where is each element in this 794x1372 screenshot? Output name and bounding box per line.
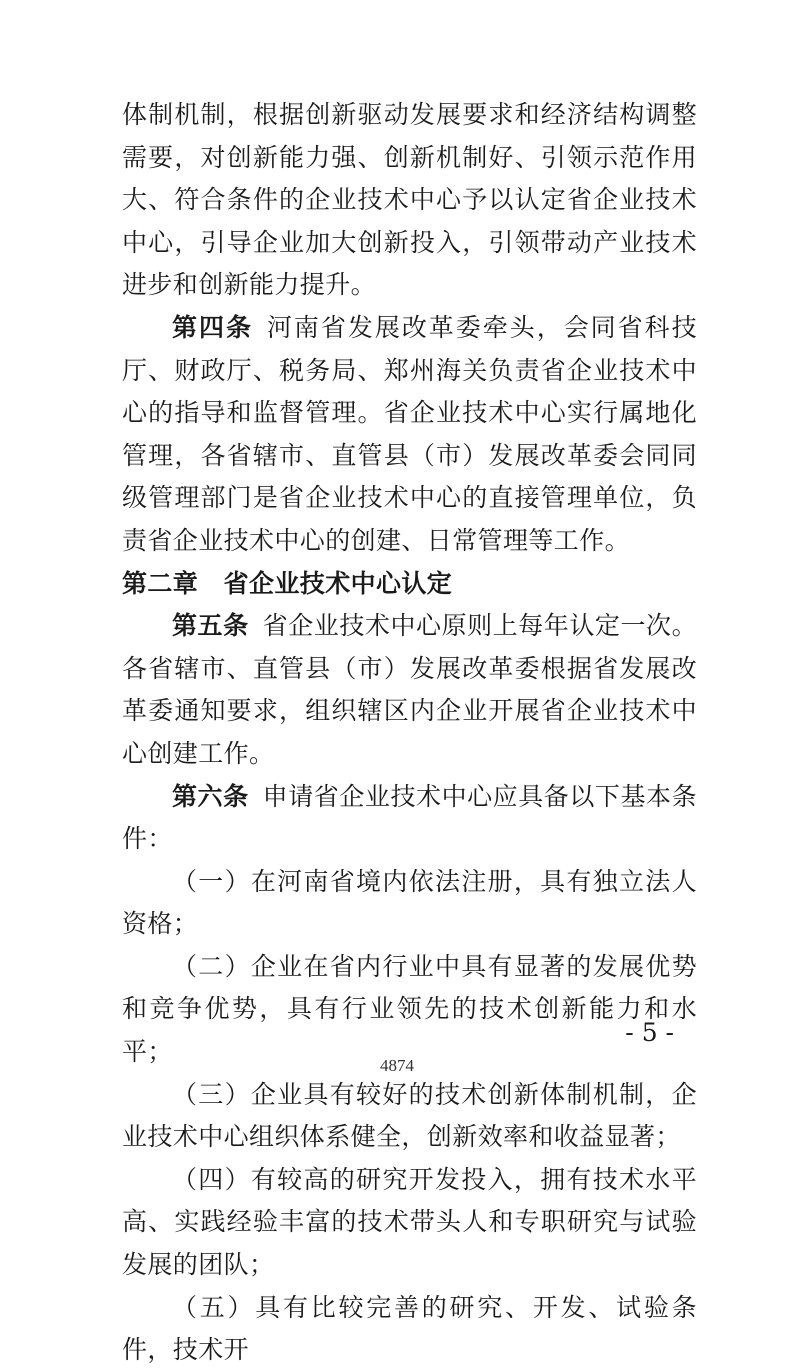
stamp-number: 4874 xyxy=(380,1056,414,1075)
article-5-text: 省企业技术中心原则上每年认定一次。各省辖市、直管县（市）发展改革委根据省发展改革委通知要求，组织辖区内企业开展省企业技术中心创建工作。 xyxy=(122,611,697,768)
article-4-text: 河南省发展改革委牵头，会同省科技厅、财政厅、税务局、郑州海关负责省企业技术中心的指导和监督管理。省企业技术中心实行属地化管理，各省辖市、直管县（市）发展改革委会同同级管理部门是省企业技术中心的直接管理单位，负责省企业技术中心的创建、日常管理等工作。 xyxy=(122,312,697,555)
condition-4: （四）有较高的研究开发投入，拥有技术水平高、实践经验丰富的技术带头人和专职研究与试验发展的团队； xyxy=(122,1164,697,1280)
paragraph-intro: 体制机制，根据创新驱动发展要求和经济结构调整需要，对创新能力强、创新机制好、引领示范作用大、符合条件的企业技术中心予以认定省企业技术中心，引导企业加大创新投入，引领带动产业技术进步和创新能力提升。 xyxy=(122,100,697,300)
article-5-head: 第五条 xyxy=(172,611,249,641)
article-4 xyxy=(122,307,697,563)
condition-2: （二）企业在省内行业中具有显著的发展优势和竞争优势，具有行业领先的技术创新能力和水平； xyxy=(122,951,697,1067)
condition-5: （五）具有比较完善的研究、开发、试验条件，技术开 xyxy=(122,1292,697,1365)
article-5 xyxy=(122,605,697,775)
condition-3: （三）企业具有较好的技术创新体制机制，企业技术中心组织体系健全，创新效率和收益显著； xyxy=(122,1079,697,1152)
body-text xyxy=(122,94,697,1372)
article-6-head: 第六条 xyxy=(172,781,249,811)
chapter-title: 第二章 省企业技术中心认定 xyxy=(122,568,453,598)
condition-1: （一）在河南省境内依法注册，具有独立法人资格； xyxy=(122,866,697,939)
page-number: - 5 - xyxy=(625,1018,674,1047)
article-6 xyxy=(122,776,697,861)
article-4-head: 第四条 xyxy=(172,312,253,342)
article-6-text: 申请省企业技术中心应具备以下基本条件： xyxy=(122,781,697,854)
